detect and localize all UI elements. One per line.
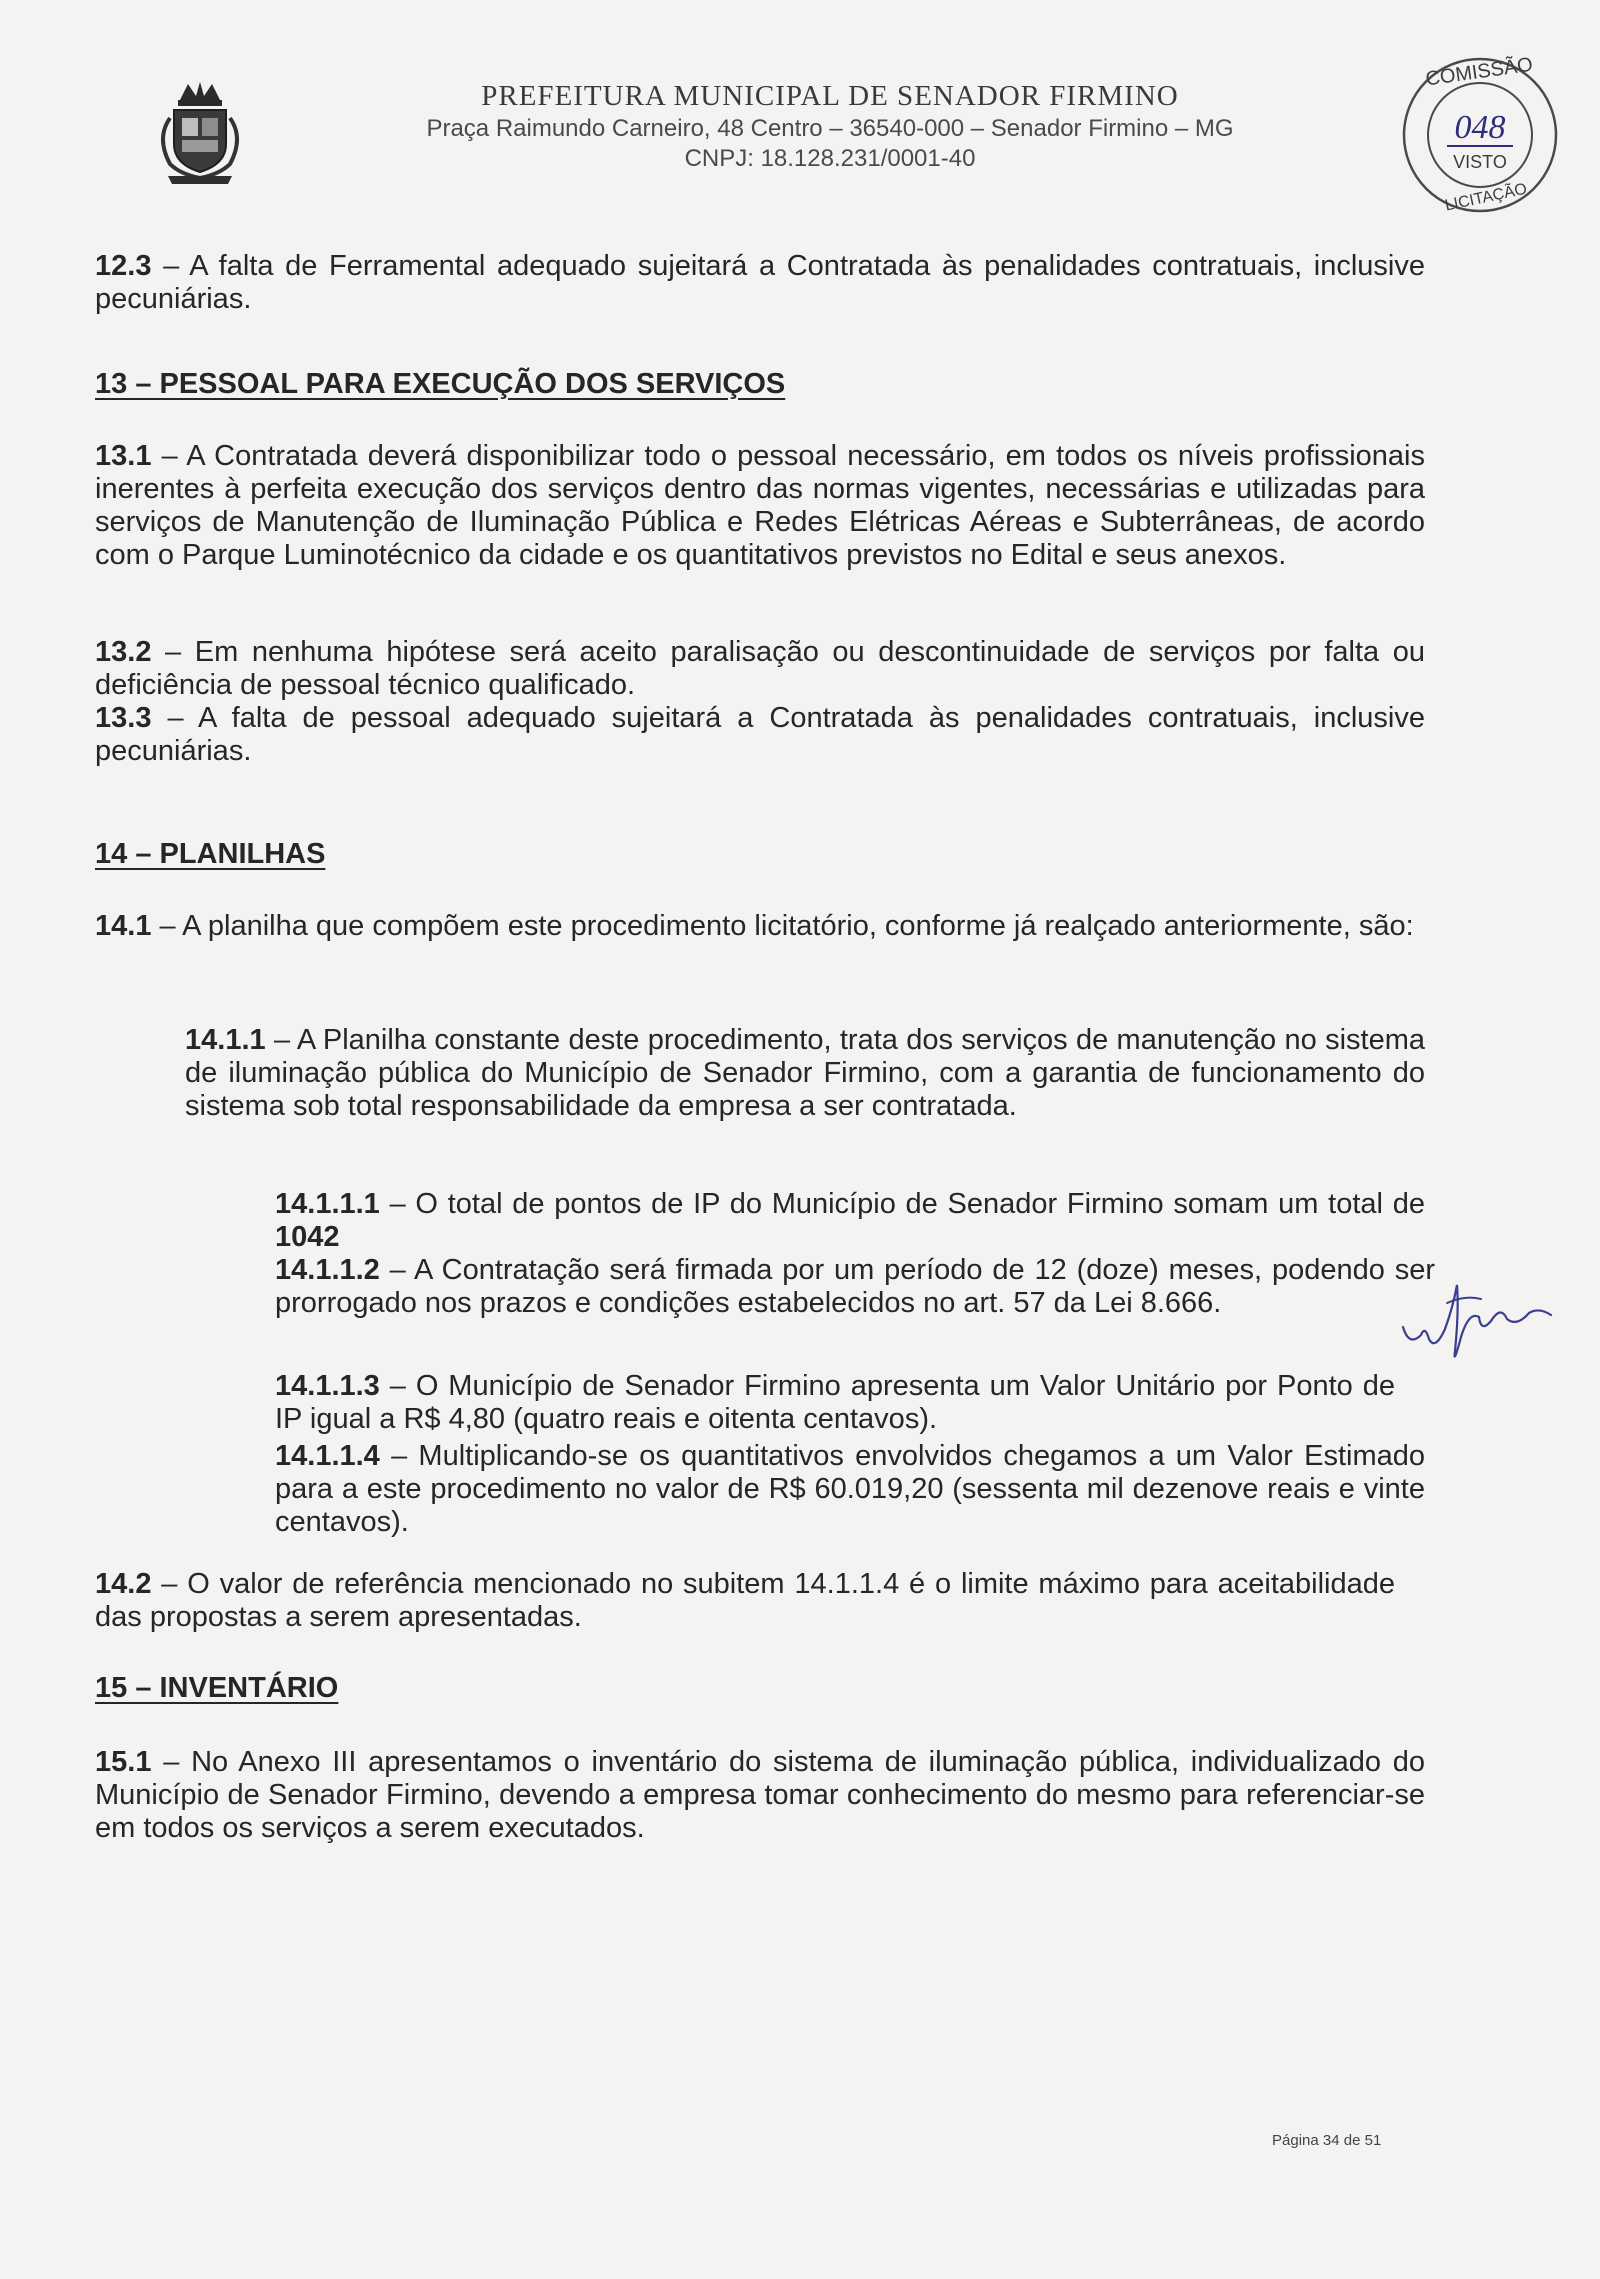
item-number: 14.1.1.1 <box>275 1188 380 1220</box>
commission-stamp <box>1395 30 1565 230</box>
item-number: 14.1.1 <box>185 1024 266 1056</box>
item-text: – A falta de pessoal adequado sujeitará a Contratada às penalidades contratuais, inclusive pecuniárias. <box>95 702 1425 767</box>
item-text: – No Anexo III apresentamos o inventário do sistema de iluminação pública, individualizado do Município de Senador Firmino, devendo a empresa tomar conhecimento do mesmo para referenciar-se em todos os serviços a serem executados. <box>95 1746 1425 1844</box>
item-number: 14.2 <box>95 1568 152 1600</box>
paragraph-14-1-1-4 <box>275 1440 1425 1539</box>
section-heading-13: 13 – PESSOAL PARA EXECUÇÃO DOS SERVIÇOS <box>95 368 786 400</box>
page-total: 51 <box>1364 2132 1382 2149</box>
stamp-bottom-text: LICITAÇÃO <box>1443 180 1529 215</box>
paragraph-14-1-1-2 <box>275 1254 1435 1320</box>
item-text: – Multiplicando-se os quantitativos envolvidos chegamos a um Valor Estimado para a este procedimento no valor de R$ 60.019,20 (sessenta mil dezenove reais e vinte centavos). <box>275 1440 1425 1538</box>
total-points-value: 1042 <box>275 1221 340 1253</box>
item-text: – A Contratação será firmada por um período de 12 (doze) meses, podendo ser prorrogado nos prazos e condições estabelecidos no art. 57 da Lei 8.666. <box>275 1254 1435 1319</box>
municipality-address: Praça Raimundo Carneiro, 48 Centro – 36540-000 – Senador Firmino – MG <box>426 115 1234 142</box>
paragraph-15-1 <box>95 1746 1425 1845</box>
page-number <box>1272 2132 1381 2149</box>
paragraph-14-2 <box>95 1568 1395 1634</box>
paragraph-13-2 <box>95 636 1425 702</box>
paragraph-14-1-1-3 <box>275 1370 1395 1436</box>
item-text: – O valor de referência mencionado no subitem 14.1.1.4 é o limite máximo para aceitabilidade das propostas a serem apresentadas. <box>95 1568 1395 1633</box>
item-text: – Em nenhuma hipótese será aceito paralisação ou descontinuidade de serviços por falta ou deficiência de pessoal técnico qualificado. <box>95 636 1425 701</box>
item-number: 14.1 <box>95 910 152 942</box>
municipal-crest-icon <box>150 78 250 188</box>
paragraph-13-3 <box>95 702 1425 768</box>
municipality-title: PREFEITURA MUNICIPAL DE SENADOR FIRMINO <box>481 80 1179 112</box>
item-number: 13.1 <box>95 440 152 472</box>
item-text: – A falta de Ferramental adequado sujeitará a Contratada às penalidades contratuais, inclusive pecuniárias. <box>95 250 1425 315</box>
item-number: 13.3 <box>95 702 152 734</box>
paragraph-14-1-1-1 <box>275 1188 1425 1254</box>
letterhead <box>330 80 1330 173</box>
item-text: – O total de pontos de IP do Município de Senador Firmino somam um total de <box>379 1188 1425 1220</box>
page-of: de <box>1343 2132 1361 2149</box>
item-text: – O Município de Senador Firmino apresenta um Valor Unitário por Ponto de IP igual a R$ 4,80 (quatro reais e oitenta centavos). <box>275 1370 1395 1435</box>
paragraph-13-1 <box>95 440 1425 572</box>
section-heading-15: 15 – INVENTÁRIO <box>95 1672 339 1704</box>
stamp-visto-text: VISTO <box>1453 152 1507 172</box>
item-text: – A planilha que compõem este procedimento licitatório, conforme já realçado anteriormente, são: <box>151 910 1414 942</box>
item-number: 14.1.1.4 <box>275 1440 380 1472</box>
section-heading-14: 14 – PLANILHAS <box>95 838 326 870</box>
paragraph-14-1-1 <box>185 1024 1425 1123</box>
item-text: – A Planilha constante deste procedimento, trata dos serviços de manutenção no sistema de iluminação pública do Município de Senador Firmino, com a garantia de funcionamento do sistema sob total responsabilidade da empresa a ser contratada. <box>185 1024 1425 1122</box>
item-number: 13.2 <box>95 636 152 668</box>
stamp-number: 048 <box>1454 109 1506 146</box>
paragraph-12-3 <box>95 250 1425 316</box>
municipality-cnpj: CNPJ: 18.128.231/0001-40 <box>684 145 976 172</box>
item-number: 12.3 <box>95 250 152 282</box>
item-text: – A Contratada deverá disponibilizar todo o pessoal necessário, em todos os níveis profissionais inerentes à perfeita execução dos serviços dentro das normas vigentes, necessárias e utilizadas para serviços de Manutenção de Iluminação Pública e Redes Elétricas Aéreas e Subterrâneas, de acordo com o Parque Luminotécnico da cidade e os quantitativos previstos no Edital e seus anexos. <box>95 440 1425 571</box>
stamp-top-text: COMISSÃO <box>1424 53 1535 91</box>
page-label: Página <box>1272 2132 1319 2149</box>
item-number: 14.1.1.3 <box>275 1370 380 1402</box>
paragraph-14-1 <box>95 910 1425 943</box>
item-number: 14.1.1.2 <box>275 1254 380 1286</box>
handwritten-signature <box>1395 1255 1565 1375</box>
item-number: 15.1 <box>95 1746 152 1778</box>
page-current: 34 <box>1322 2132 1340 2149</box>
